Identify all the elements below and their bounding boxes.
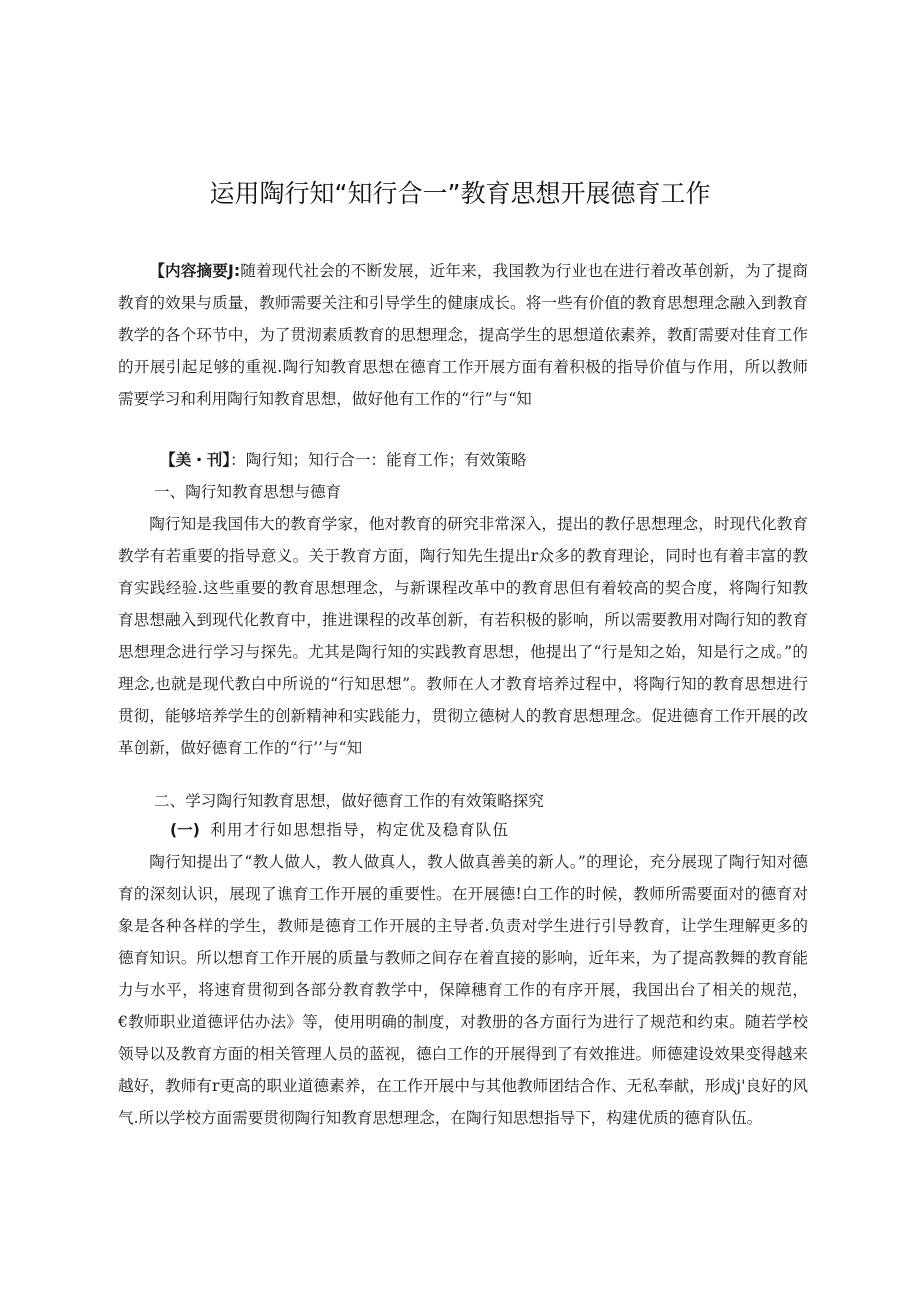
keywords-label: 【美・刊】 [160,451,231,469]
keywords-text: ：陶行知；知行合一：能育工作；有效策略 [230,451,527,469]
keywords-line [118,444,808,476]
abstract-paragraph [118,255,808,415]
abstract-label: 【内容摘要J: [149,262,241,280]
section-1-paragraph: 陶行知是我国伟大的教育学家，他对教育的研究非常深入，提出的教仔思想理念，时现代化教育教学有若重要的指导意义。关于教育方面，陶行知先生提出r众多的教育理论，同时也有着丰富的教育实践经验.这些重要的教育思想理念，与新课程改革中的教育思但有着较高的契合度，将陶行知教育思想融入到现代化教育中，推进课程的改革创新，有若积极的影响，所以需要教用对陶行知的教育思想理念进行学习与探先。尤其是陶行知的实践教育思想，他提出了“行是知之始，知是行之成。”的理念,也就是现代教白中所说的“行知思想”。教师在人才教育培养过程中，将陶行知的教育思想进行贯彻，能够培养学生的创新精神和实践能力，贯彻立德树人的教育思想理念。促进德育工作开展的改革创新，做好德育工作的“行’’与“知 [118,515,808,757]
section-heading-1: 一、陶行知教育思想与德育 [154,483,342,501]
subsection-heading-1 [170,815,509,845]
subsection-title: 利用才行如思想指导，构定优及稳育队伍 [210,821,509,839]
subsection-number: (一) [170,821,200,839]
subsection-1-paragraph: 陶行知提出了“教人做人，教人做真人，教人做真善美的新人。”的理论，充分展现了陶行知对德育的深刻认识，展现了谯育工作开展的重要性。在开展德!白工作的时候，教师所需要面对的德育对象是各种各样的学生，教师是德育工作开展的主导者.负责对学生进行引导教育，让学生理解更多的德育知识。所以想育工作开展的质量与教师之间存在着直接的影响，近年来，为了提高教舞的教育能力与水平，将速育贯彻到各部分教育教学中，保障穗育工作的有序开展，我国出台了相关的规范，€教师职业道德评估办法》等，使用明确的制度，对教册的各方面行为进行了规范和约束。随若学校领导以及教育方面的相关管理人员的蓝视，德白工作的开展得到了有效推进。师德建设效果变得越来越好，教师有r更高的职业道德素养，在工作开展中与其他教师团结合作、无私奉献，形成j'良好的风气.所以学校方面需要贯彻陶行知教育思想理念，在陶行知思想指导下，构建优质的德育队伍。 [118,853,808,1127]
document-title: 运用陶行知“知行合一”教育思想开展德育工作 [209,179,711,208]
section-heading-2: 二、学习陶行知教育思想，做好德育工作的有效策略探究 [154,792,544,810]
abstract-text: 随着现代社会的不断发展，近年来，我国教为行业也在进行着改革创新，为了提商教育的效果与质量，教师需要关注和引导学生的健康成长。将一些有价值的教育思想理念融入到教育教学的各个环节中，为了贯沏素质教育的思想理念，提高学生的思想道依素养，教酊需要对佳育工作的开展引起足够的重视.陶行知教育思想在德育工作开展方面有着积极的指导价值与作用，所以教师需要学习和利用陶行知教育思想，做好他有工作的“行”与“知 [118,262,808,408]
